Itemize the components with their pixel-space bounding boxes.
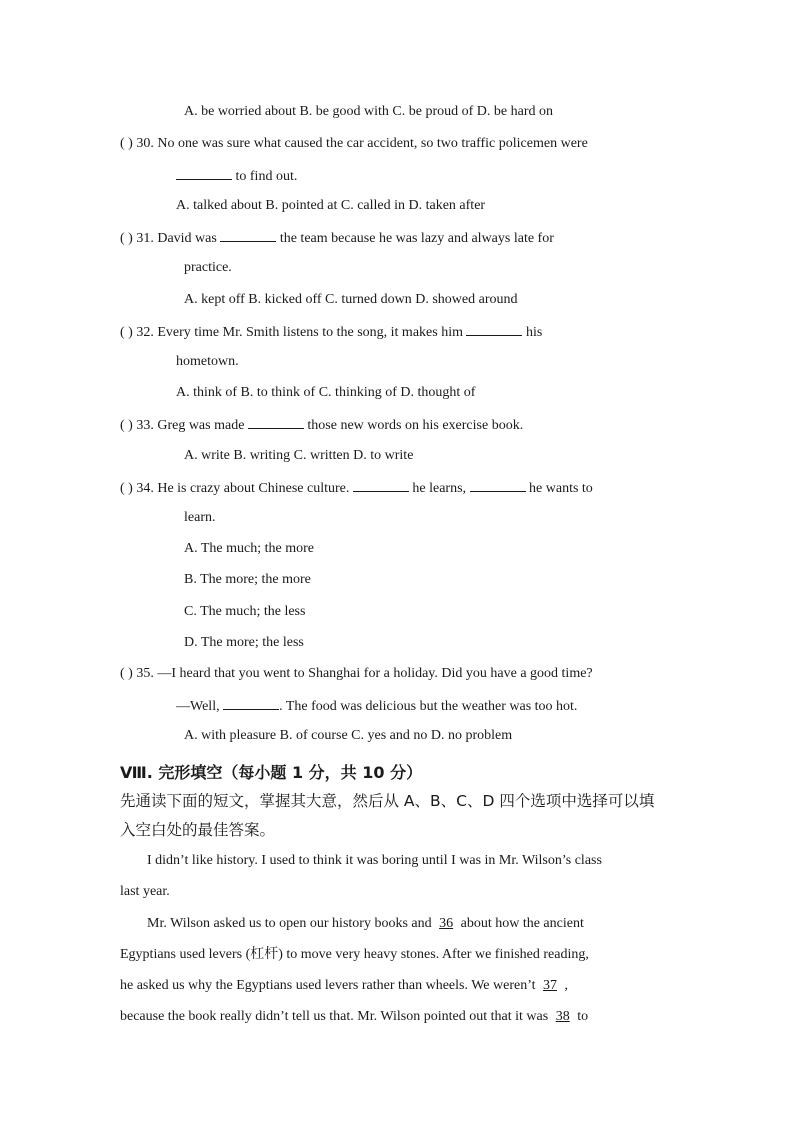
passage-text: ,: [561, 978, 569, 993]
answer-paren: ( ): [120, 481, 133, 496]
answer-paren: ( ): [120, 325, 133, 340]
answer-paren: ( ): [120, 231, 133, 246]
question-text: he learns,: [408, 481, 470, 496]
q35-options: A. with pleasure B. of course C. yes and no D. no problem: [184, 728, 513, 743]
passage-text: because the book really didn’t tell us that. Mr. Wilson pointed out that it was: [120, 1009, 552, 1024]
question-text: 33. Greg was made: [136, 418, 248, 433]
answer-blank: [176, 165, 232, 180]
q33-options: A. write B. writing C. written D. to write: [184, 448, 414, 463]
passage-text: about how the ancient: [457, 916, 584, 931]
question-text: his: [522, 325, 543, 340]
q31-options: A. kept off B. kicked off C. turned down D. showed around: [184, 292, 518, 307]
q32-line1: [120, 321, 542, 343]
question-text: 32. Every time Mr. Smith listens to the song, it makes him: [136, 325, 467, 340]
section-instructions-line2: 入空白处的最佳答案。: [120, 821, 276, 839]
answer-paren: ( ): [120, 666, 133, 681]
section-instructions-line1: 先通读下面的短文，掌握其大意，然后从 A、B、C、D 四个选项中选择可以填: [120, 792, 655, 810]
question-text: 35. —I heard that you went to Shanghai for a holiday. Did you have a good time?: [136, 666, 593, 681]
passage-p2-line4: [120, 1007, 588, 1027]
q34-option-b: B. The more; the more: [184, 572, 311, 587]
question-text: 30. No one was sure what caused the car accident, so two traffic policemen were: [136, 136, 588, 151]
q32-line2: hometown.: [176, 354, 239, 369]
cloze-blank-36: 36: [439, 916, 454, 931]
cloze-blank-37: 37: [543, 978, 558, 993]
question-text: the team because he was lazy and always late for: [276, 231, 554, 246]
q34-option-a: A. The much; the more: [184, 541, 314, 556]
q35-line2: [176, 695, 577, 717]
answer-paren: ( ): [120, 418, 133, 433]
q31-line2: practice.: [184, 260, 232, 275]
answer-blank: [466, 321, 522, 336]
q31-line1: [120, 227, 554, 249]
q35-line1: [120, 664, 593, 684]
q32-options: A. think of B. to think of C. thinking of D. thought of: [176, 385, 476, 400]
passage-p2-line1: [147, 914, 584, 934]
question-text: —Well,: [176, 699, 224, 714]
q30-options: A. talked about B. pointed at C. called in D. taken after: [176, 198, 486, 213]
question-text: he wants to: [525, 481, 593, 496]
q29-options: A. be worried about B. be good with C. be proud of D. be hard on: [184, 104, 553, 119]
passage-text: to: [573, 1009, 589, 1024]
cloze-blank-38: 38: [555, 1009, 570, 1024]
answer-blank: [353, 477, 409, 492]
q33-line1: [120, 414, 523, 436]
q34-option-c: C. The much; the less: [184, 604, 306, 619]
answer-paren: ( ): [120, 136, 133, 151]
q34-line2: learn.: [184, 510, 216, 525]
question-text: those new words on his exercise book.: [303, 418, 524, 433]
passage-p2-line3: [120, 976, 568, 996]
answer-blank: [470, 477, 526, 492]
question-text: to find out.: [232, 169, 298, 184]
answer-blank: [248, 414, 304, 429]
answer-blank: [223, 695, 279, 710]
q30-line1: [120, 134, 588, 154]
q34-option-d: D. The more; the less: [184, 635, 304, 650]
q34-line1: [120, 477, 593, 499]
passage-p1-line1: I didn’t like history. I used to think it was boring until I was in Mr. Wilson’s class: [147, 853, 602, 868]
question-text: 34. He is crazy about Chinese culture.: [136, 481, 353, 496]
passage-p2-line2: Egyptians used levers (杠杆) to move very heavy stones. After we finished reading,: [120, 947, 589, 962]
passage-text: he asked us why the Egyptians used levers rather than wheels. We weren’t: [120, 978, 540, 993]
question-text: 31. David was: [136, 231, 221, 246]
question-text: . The food was delicious but the weather was too hot.: [279, 699, 578, 714]
section-title: Ⅷ. 完形填空（每小题 1 分，共 10 分）: [120, 763, 423, 782]
answer-blank: [220, 227, 276, 242]
passage-text: Mr. Wilson asked us to open our history books and: [147, 916, 436, 931]
passage-p1-line2: last year.: [120, 884, 170, 899]
q30-line2: [176, 165, 297, 187]
